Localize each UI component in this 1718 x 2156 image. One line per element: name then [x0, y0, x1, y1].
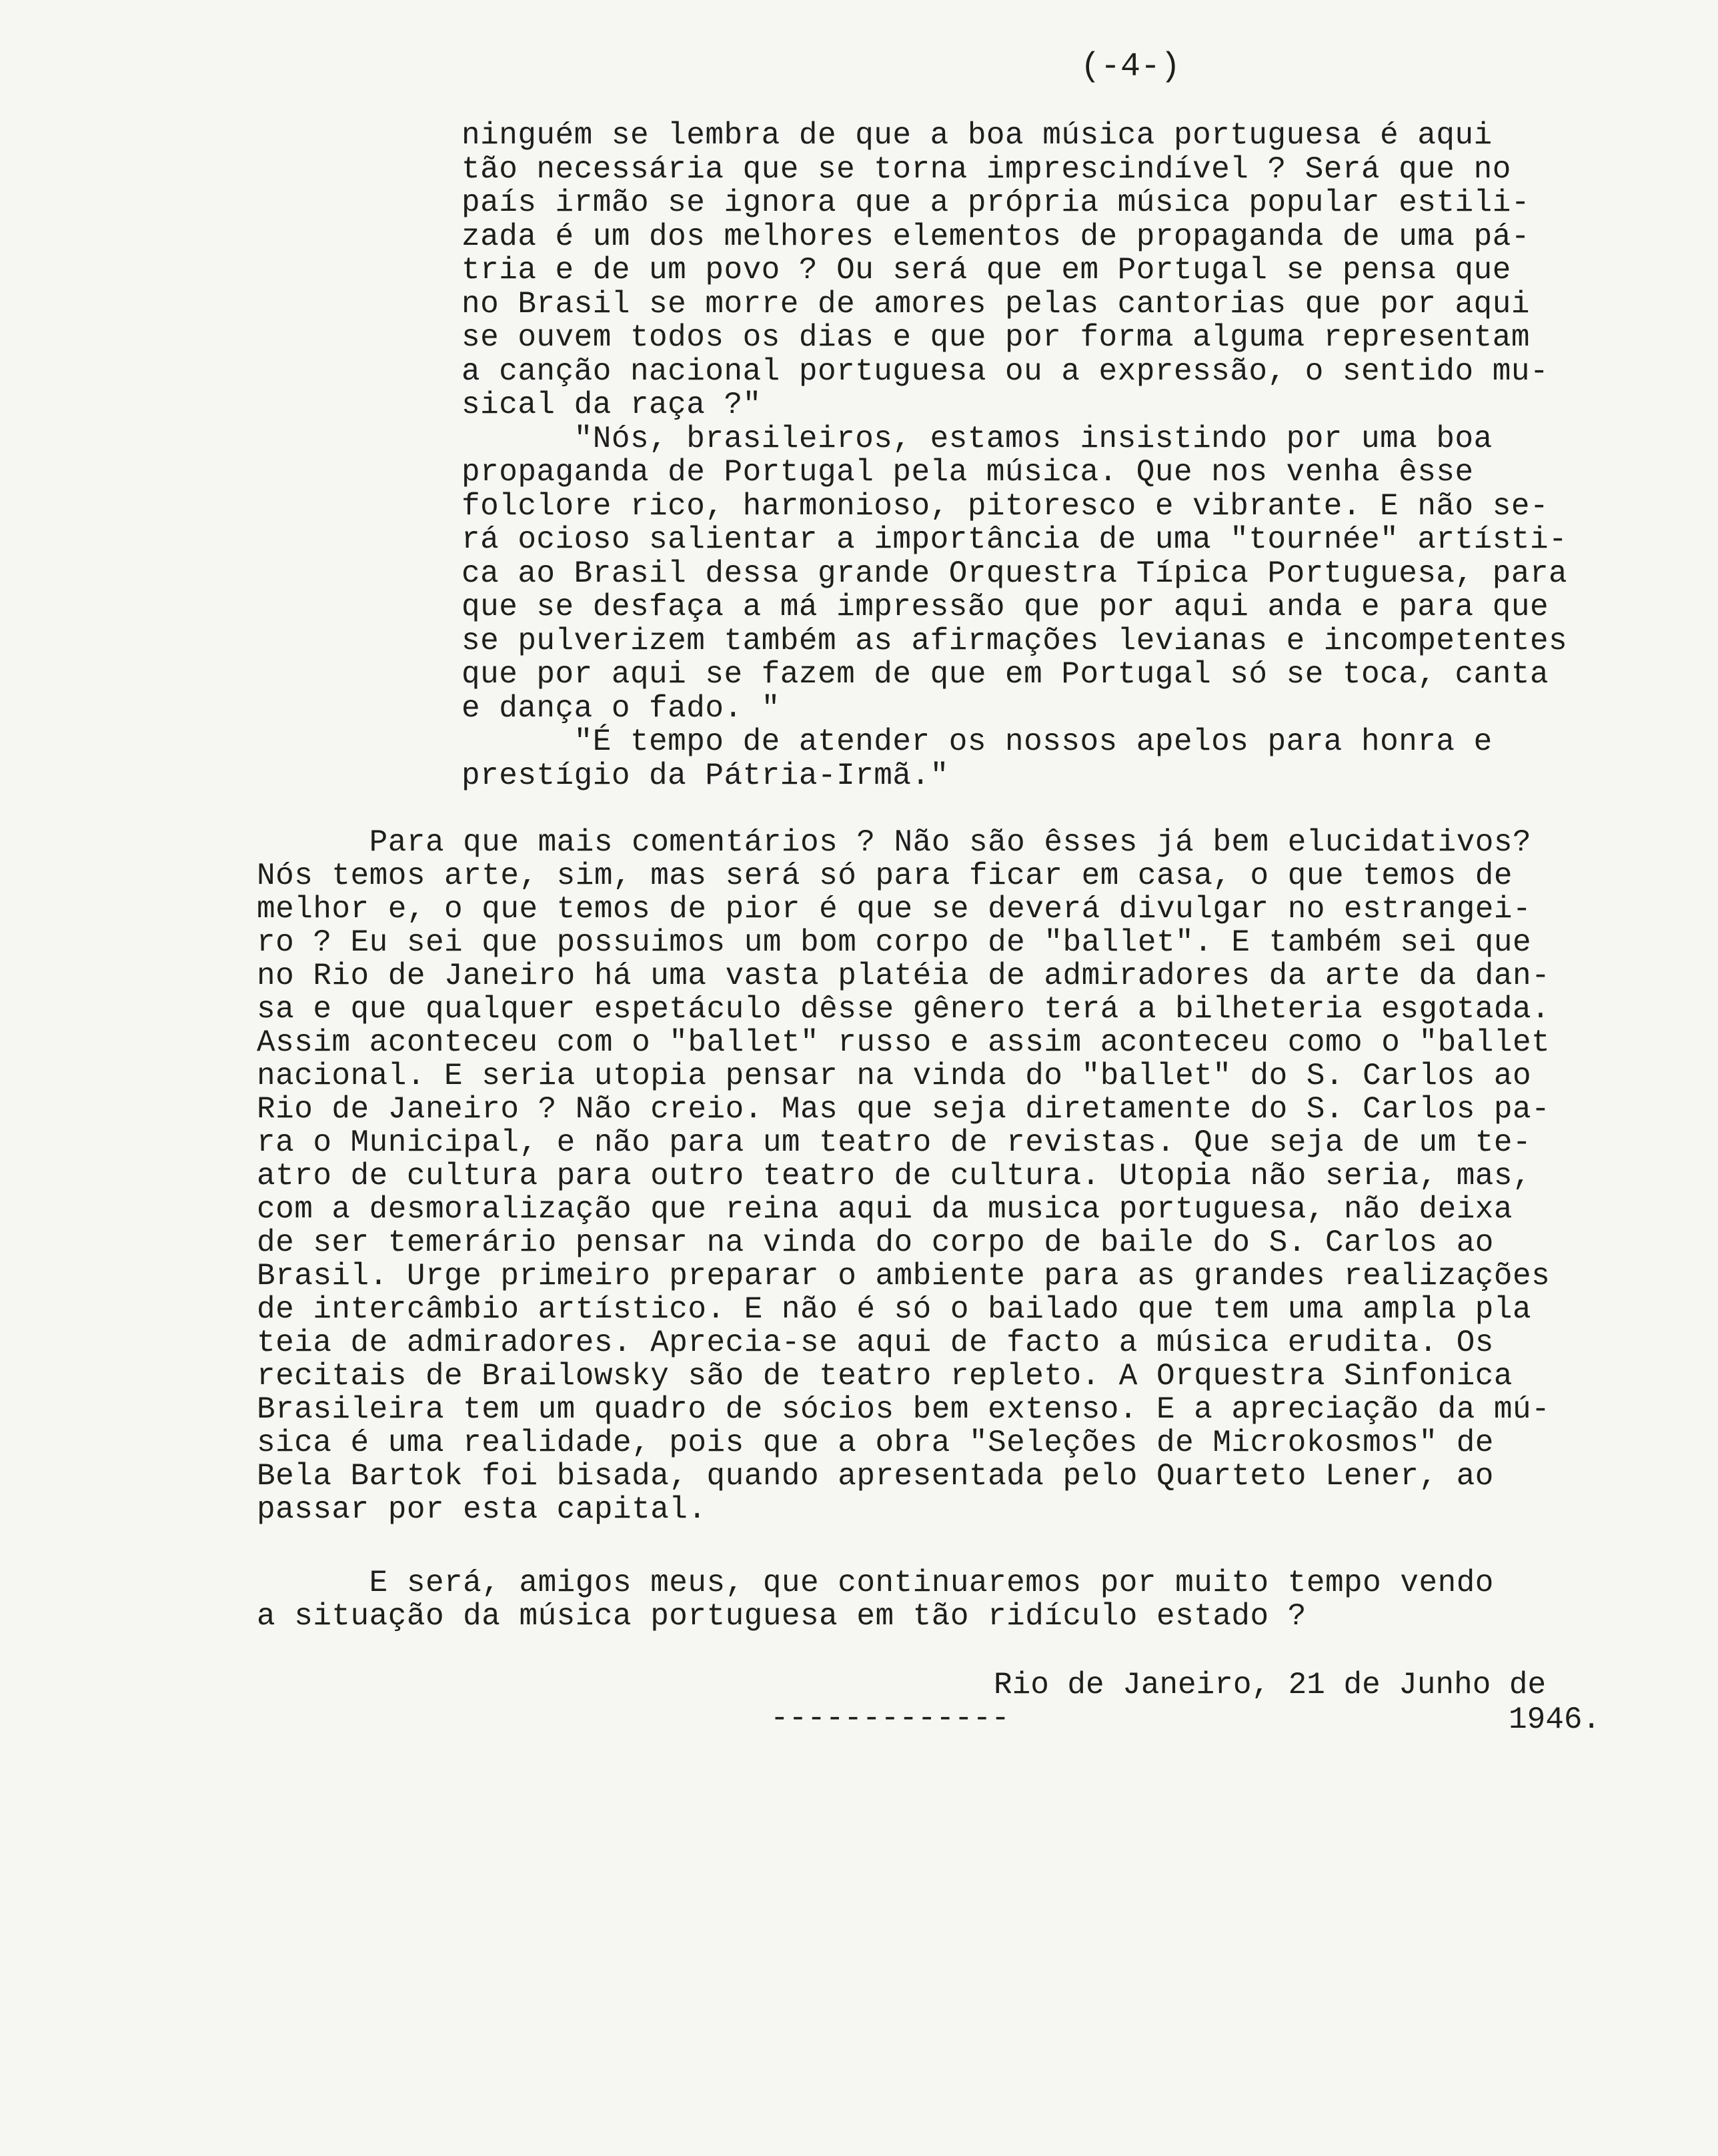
signature-rule: -------------: [770, 1701, 1010, 1736]
body-line: com a desmoralização que reina aqui da musica portuguesa, não deixa: [257, 1192, 1513, 1227]
body-line: Para que mais comentários ? Não são êsses já bem elucidativos?: [257, 825, 1532, 860]
body-line: no Rio de Janeiro há uma vasta platéia de admiradores da arte da dan-: [257, 959, 1551, 993]
body-line: ra o Municipal, e não para um teatro de revistas. Que seja de um te-: [257, 1125, 1532, 1160]
dateline-year: 1946.: [1509, 1702, 1601, 1737]
quote-line: sical da raça ?": [462, 388, 762, 422]
quote-line: que se desfaça a má impressão que por aqui anda e para que: [462, 590, 1549, 624]
body-line: passar por esta capital.: [257, 1492, 707, 1527]
body-line: de ser temerário pensar na vinda do corpo de baile do S. Carlos ao: [257, 1225, 1494, 1260]
quote-line: se pulverizem também as afirmações levianas e incompetentes: [462, 623, 1568, 658]
body-line: teia de admiradores. Aprecia-se aqui de facto a música erudita. Os: [257, 1325, 1494, 1360]
body-line: Rio de Janeiro ? Não creio. Mas que seja diretamente do S. Carlos pa-: [257, 1092, 1551, 1127]
quote-line: tão necessária que se torna imprescindível ? Será que no: [462, 151, 1511, 187]
quote-line: se ouvem todos os dias e que por forma alguma representam: [462, 320, 1530, 355]
quote-line: no Brasil se morre de amores pelas cantorias que por aqui: [462, 286, 1530, 322]
body-line: Bela Bartok foi bisada, quando apresentada pelo Quarteto Lener, ao: [257, 1459, 1494, 1494]
dateline-place-date: Rio de Janeiro, 21 de Junho de: [994, 1668, 1547, 1702]
quote-line: rá ocioso salientar a importância de uma "tournée" artísti-: [462, 522, 1568, 557]
body-line: Brasileira tem um quadro de sócios bem extenso. E a apreciação da mú-: [257, 1392, 1551, 1427]
body-line: Brasil. Urge primeiro preparar o ambiente para as grandes realizações: [257, 1259, 1551, 1293]
quote-line: "É tempo de atender os nossos apelos para honra e: [462, 724, 1493, 759]
quote-line: a canção nacional portuguesa ou a expressão, o sentido mu-: [462, 354, 1549, 389]
body-line: nacional. E seria utopia pensar na vinda do "ballet" do S. Carlos ao: [257, 1059, 1532, 1093]
quote-line: "Nós, brasileiros, estamos insistindo por uma boa: [462, 421, 1493, 456]
body-line: atro de cultura para outro teatro de cultura. Utopia não seria, mas,: [257, 1159, 1532, 1193]
body-line: recitais de Brailowsky são de teatro repleto. A Orquestra Sinfonica: [257, 1359, 1513, 1394]
quote-line: zada é um dos melhores elementos de propaganda de uma pá-: [462, 219, 1530, 254]
closing-line: a situação da música portuguesa em tão ridículo estado ?: [257, 1599, 1307, 1634]
body-line: sa e que qualquer espetáculo dêsse gênero terá a bilheteria esgotada.: [257, 992, 1551, 1027]
body-line: Nós temos arte, sim, mas será só para ficar em casa, o que temos de: [257, 859, 1513, 893]
quote-line: propaganda de Portugal pela música. Que nos venha êsse: [462, 455, 1474, 490]
quote-line: prestígio da Pátria-Irmã.": [462, 758, 949, 793]
quote-line: e dança o fado. ": [462, 690, 780, 726]
body-line: ro ? Eu sei que possuimos um bom corpo de "ballet". E também sei que: [257, 925, 1532, 960]
body-line: sica é uma realidade, pois que a obra "Seleções de Microkosmos" de: [257, 1426, 1494, 1460]
body-line: Assim aconteceu com o "ballet" russo e assim aconteceu como o "ballet: [257, 1025, 1551, 1060]
closing-line: E será, amigos meus, que continuaremos por muito tempo vendo: [257, 1566, 1494, 1600]
quote-line: tria e de um povo ? Ou será que em Portugal se pensa que: [462, 253, 1511, 288]
quote-line: folclore rico, harmonioso, pitoresco e vibrante. E não se-: [462, 488, 1549, 524]
quote-line: ca ao Brasil dessa grande Orquestra Típica Portuguesa, para: [462, 556, 1568, 591]
body-line: de intercâmbio artístico. E não é só o bailado que tem uma ampla pla: [257, 1292, 1532, 1327]
quote-line: que por aqui se fazem de que em Portugal só se toca, canta: [462, 657, 1549, 692]
quote-line: ninguém se lembra de que a boa música portuguesa é aqui: [462, 118, 1493, 153]
page-number: (-4-): [1080, 48, 1181, 86]
quote-line: país irmão se ignora que a própria música popular estili-: [462, 185, 1530, 220]
body-line: melhor e, o que temos de pior é que se deverá divulgar no estrangei-: [257, 892, 1532, 927]
